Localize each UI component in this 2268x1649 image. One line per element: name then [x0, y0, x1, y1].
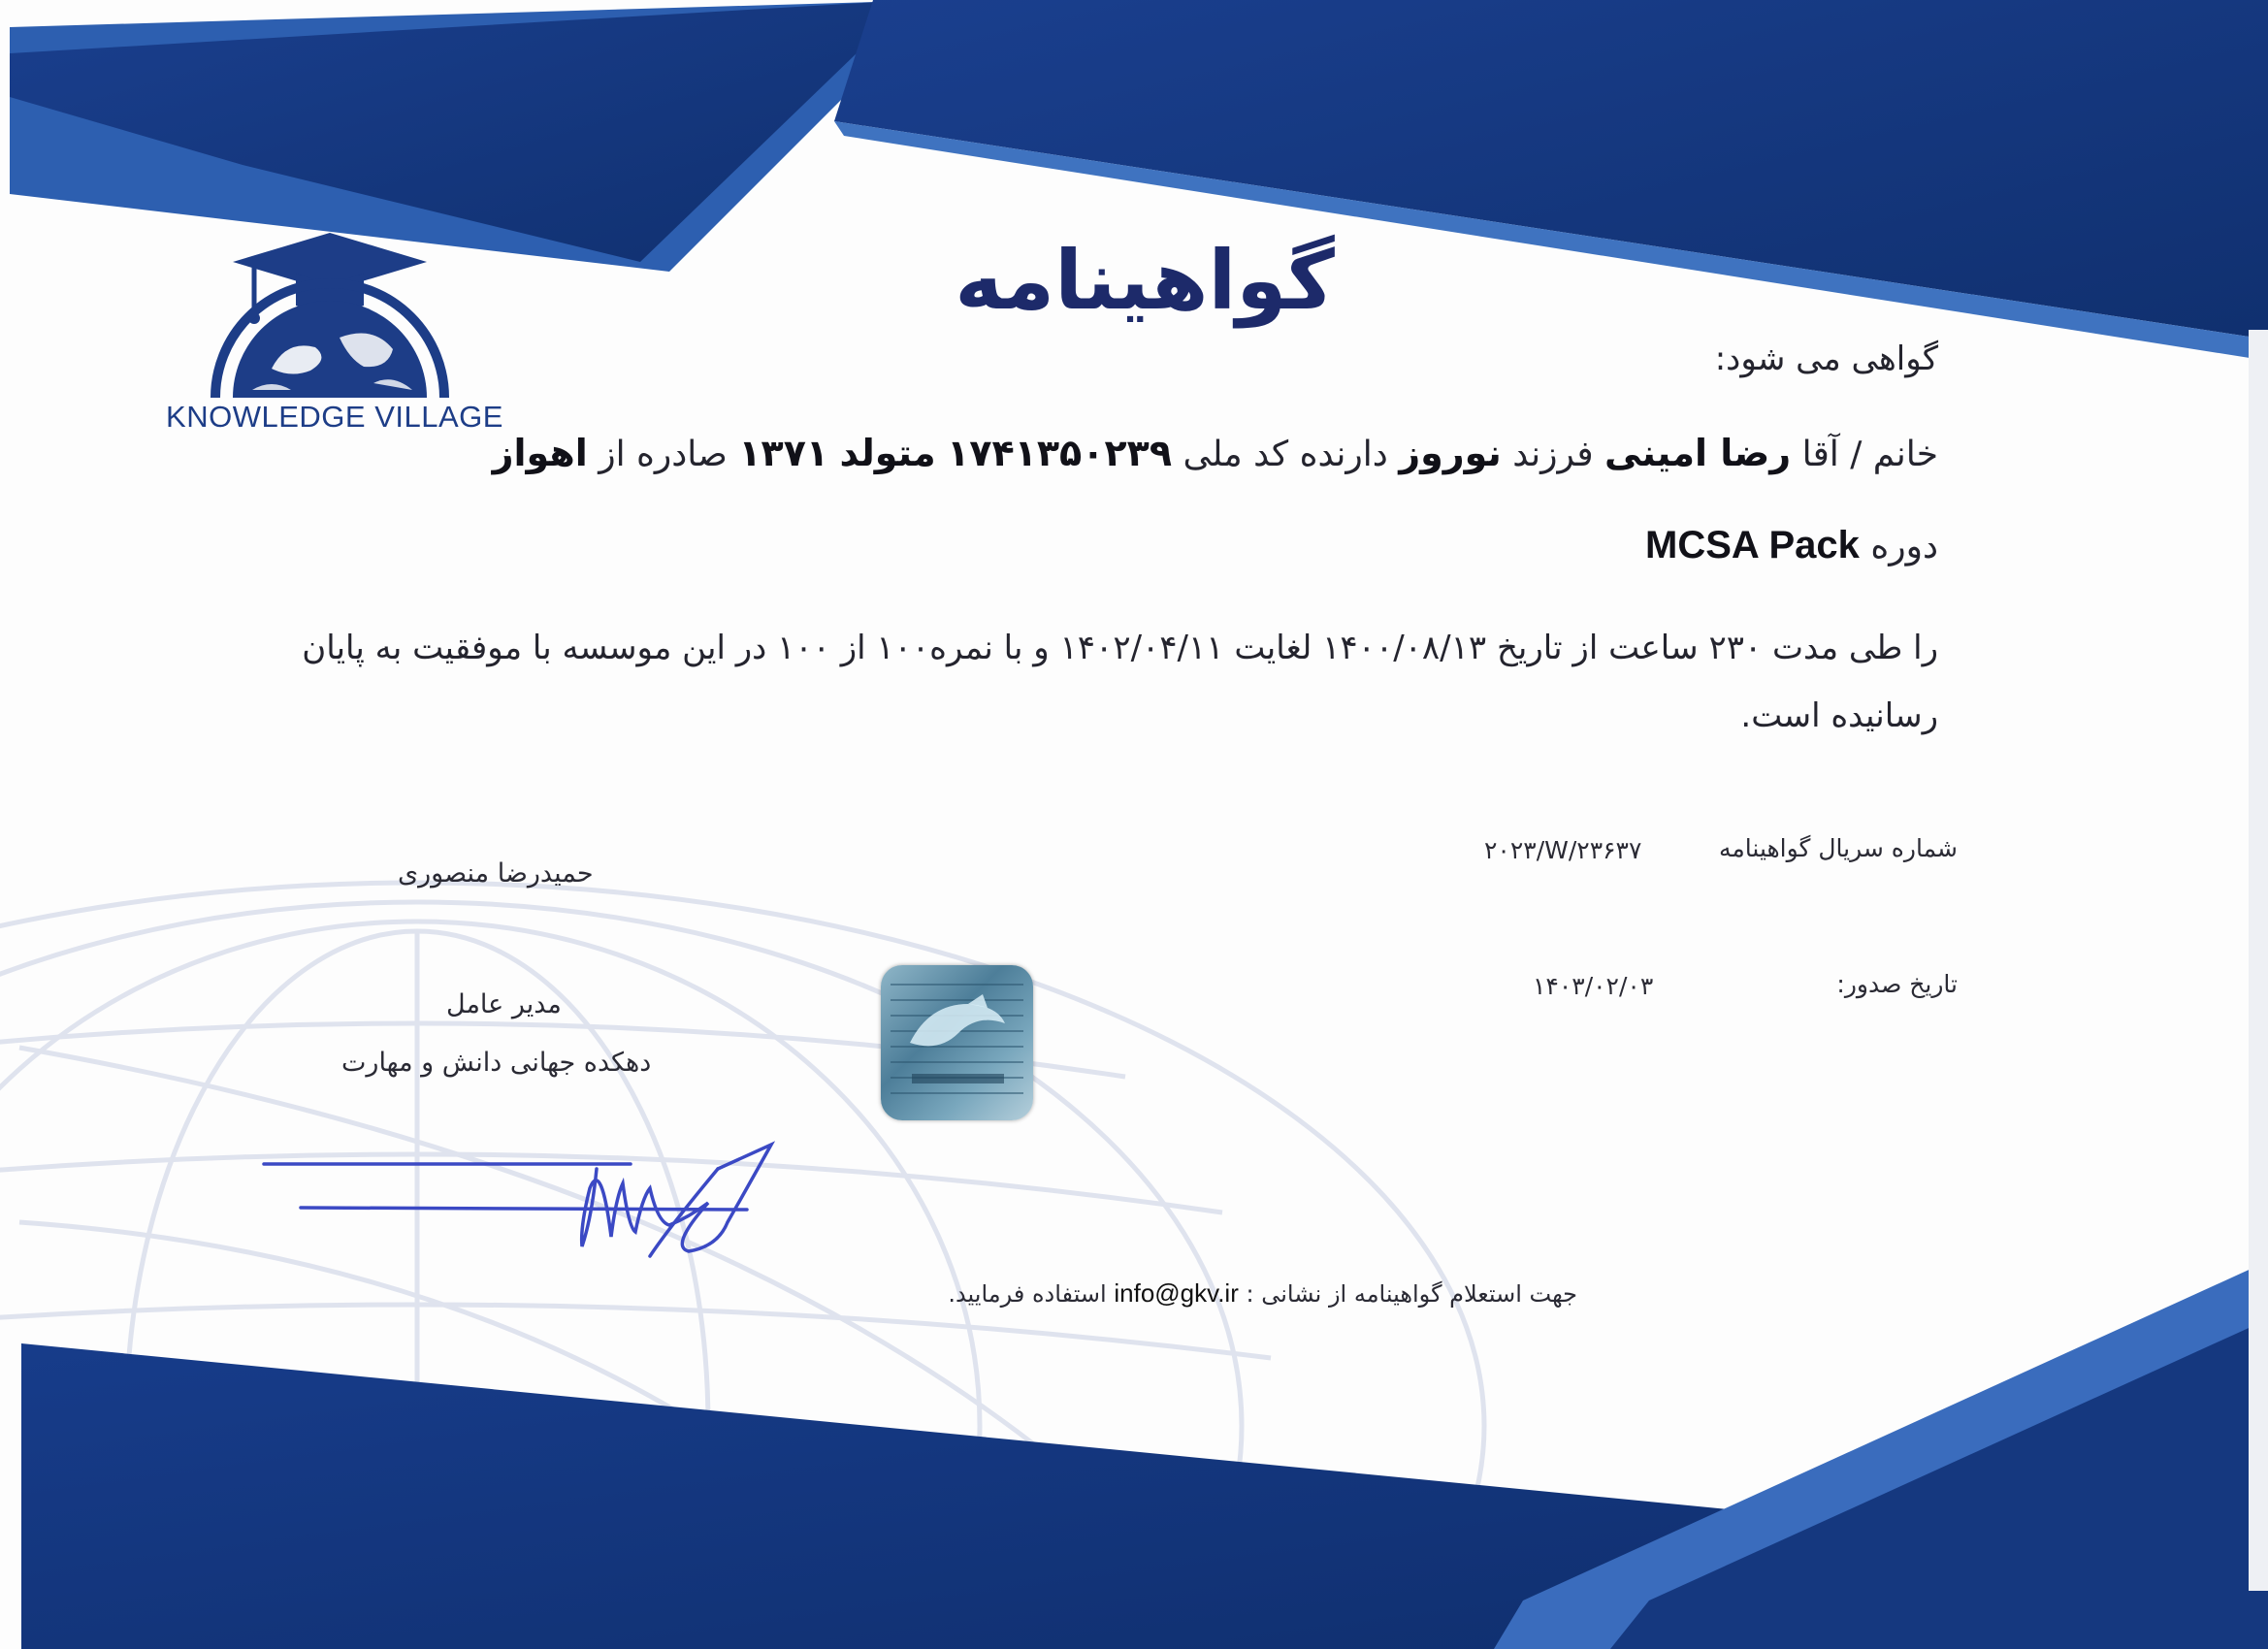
signatory-name: حمیدرضا منصوری [398, 858, 594, 889]
paragraph-line-2: رسانیده است. [1740, 696, 1938, 735]
knowledge-village-logo-icon [194, 223, 466, 403]
inquiry-before: جهت استعلام گواهینامه از نشانی : [1246, 1280, 1577, 1308]
father-label: فرزند [1512, 435, 1594, 474]
birth-year: ۱۳۷۱ [738, 432, 829, 474]
bottom-right-dark-band [1610, 1319, 2268, 1649]
father-name: نوروز [1399, 432, 1502, 474]
signatory-role: مدیر عامل [446, 989, 562, 1019]
birth-label: متولد [839, 432, 936, 474]
national-id: ۱۷۴۱۳۵۰۲۳۹ [947, 432, 1173, 474]
signatory-organization: دهکده جهانی دانش و مهارت [341, 1048, 652, 1078]
holder-name: رضا امینی [1604, 432, 1792, 474]
course-label: دوره [1870, 527, 1938, 566]
course-line [1645, 524, 1938, 567]
inquiry-line [948, 1278, 1577, 1309]
inquiry-email: info@gkv.ir [1114, 1278, 1239, 1308]
inquiry-after: استفاده فرمایید. [948, 1280, 1107, 1308]
holder-line [493, 432, 1938, 474]
prefix-label: خانم / آقا [1801, 435, 1938, 474]
national-id-label: دارنده کد ملی [1183, 435, 1388, 474]
issued-label: صادره از [599, 435, 728, 474]
signature-icon [262, 1130, 776, 1266]
issued-city: اهواز [492, 432, 588, 474]
serial-label: شماره سریال گواهینامه [1718, 834, 1958, 862]
intro-text: گواهی می شود: [1714, 340, 1938, 378]
paragraph-line-1: را طی مدت ۲۳۰ ساعت از تاریخ ۱۴۰۰/۰۸/۱۳ لغایت ۱۴۰۲/۰۴/۱۱ و با نمره۱۰۰ از ۱۰۰ در این موسسه با موفقیت به پایان [302, 629, 1938, 667]
issue-date-label: تاریخ صدور: [1836, 970, 1958, 998]
hologram-pattern-icon [881, 965, 1033, 1120]
serial-value: ۲۰۲۳/W/۲۳۶۳۷ [1484, 836, 1642, 864]
issue-date-value: ۱۴۰۳/۰۲/۰۳ [1533, 972, 1654, 1000]
course-name: MCSA Pack [1645, 524, 1860, 566]
hologram-seal [881, 965, 1033, 1120]
certificate-title: گواهینامه [955, 233, 1335, 328]
logo-text: KNOWLEDGE VILLAGE [166, 400, 503, 434]
